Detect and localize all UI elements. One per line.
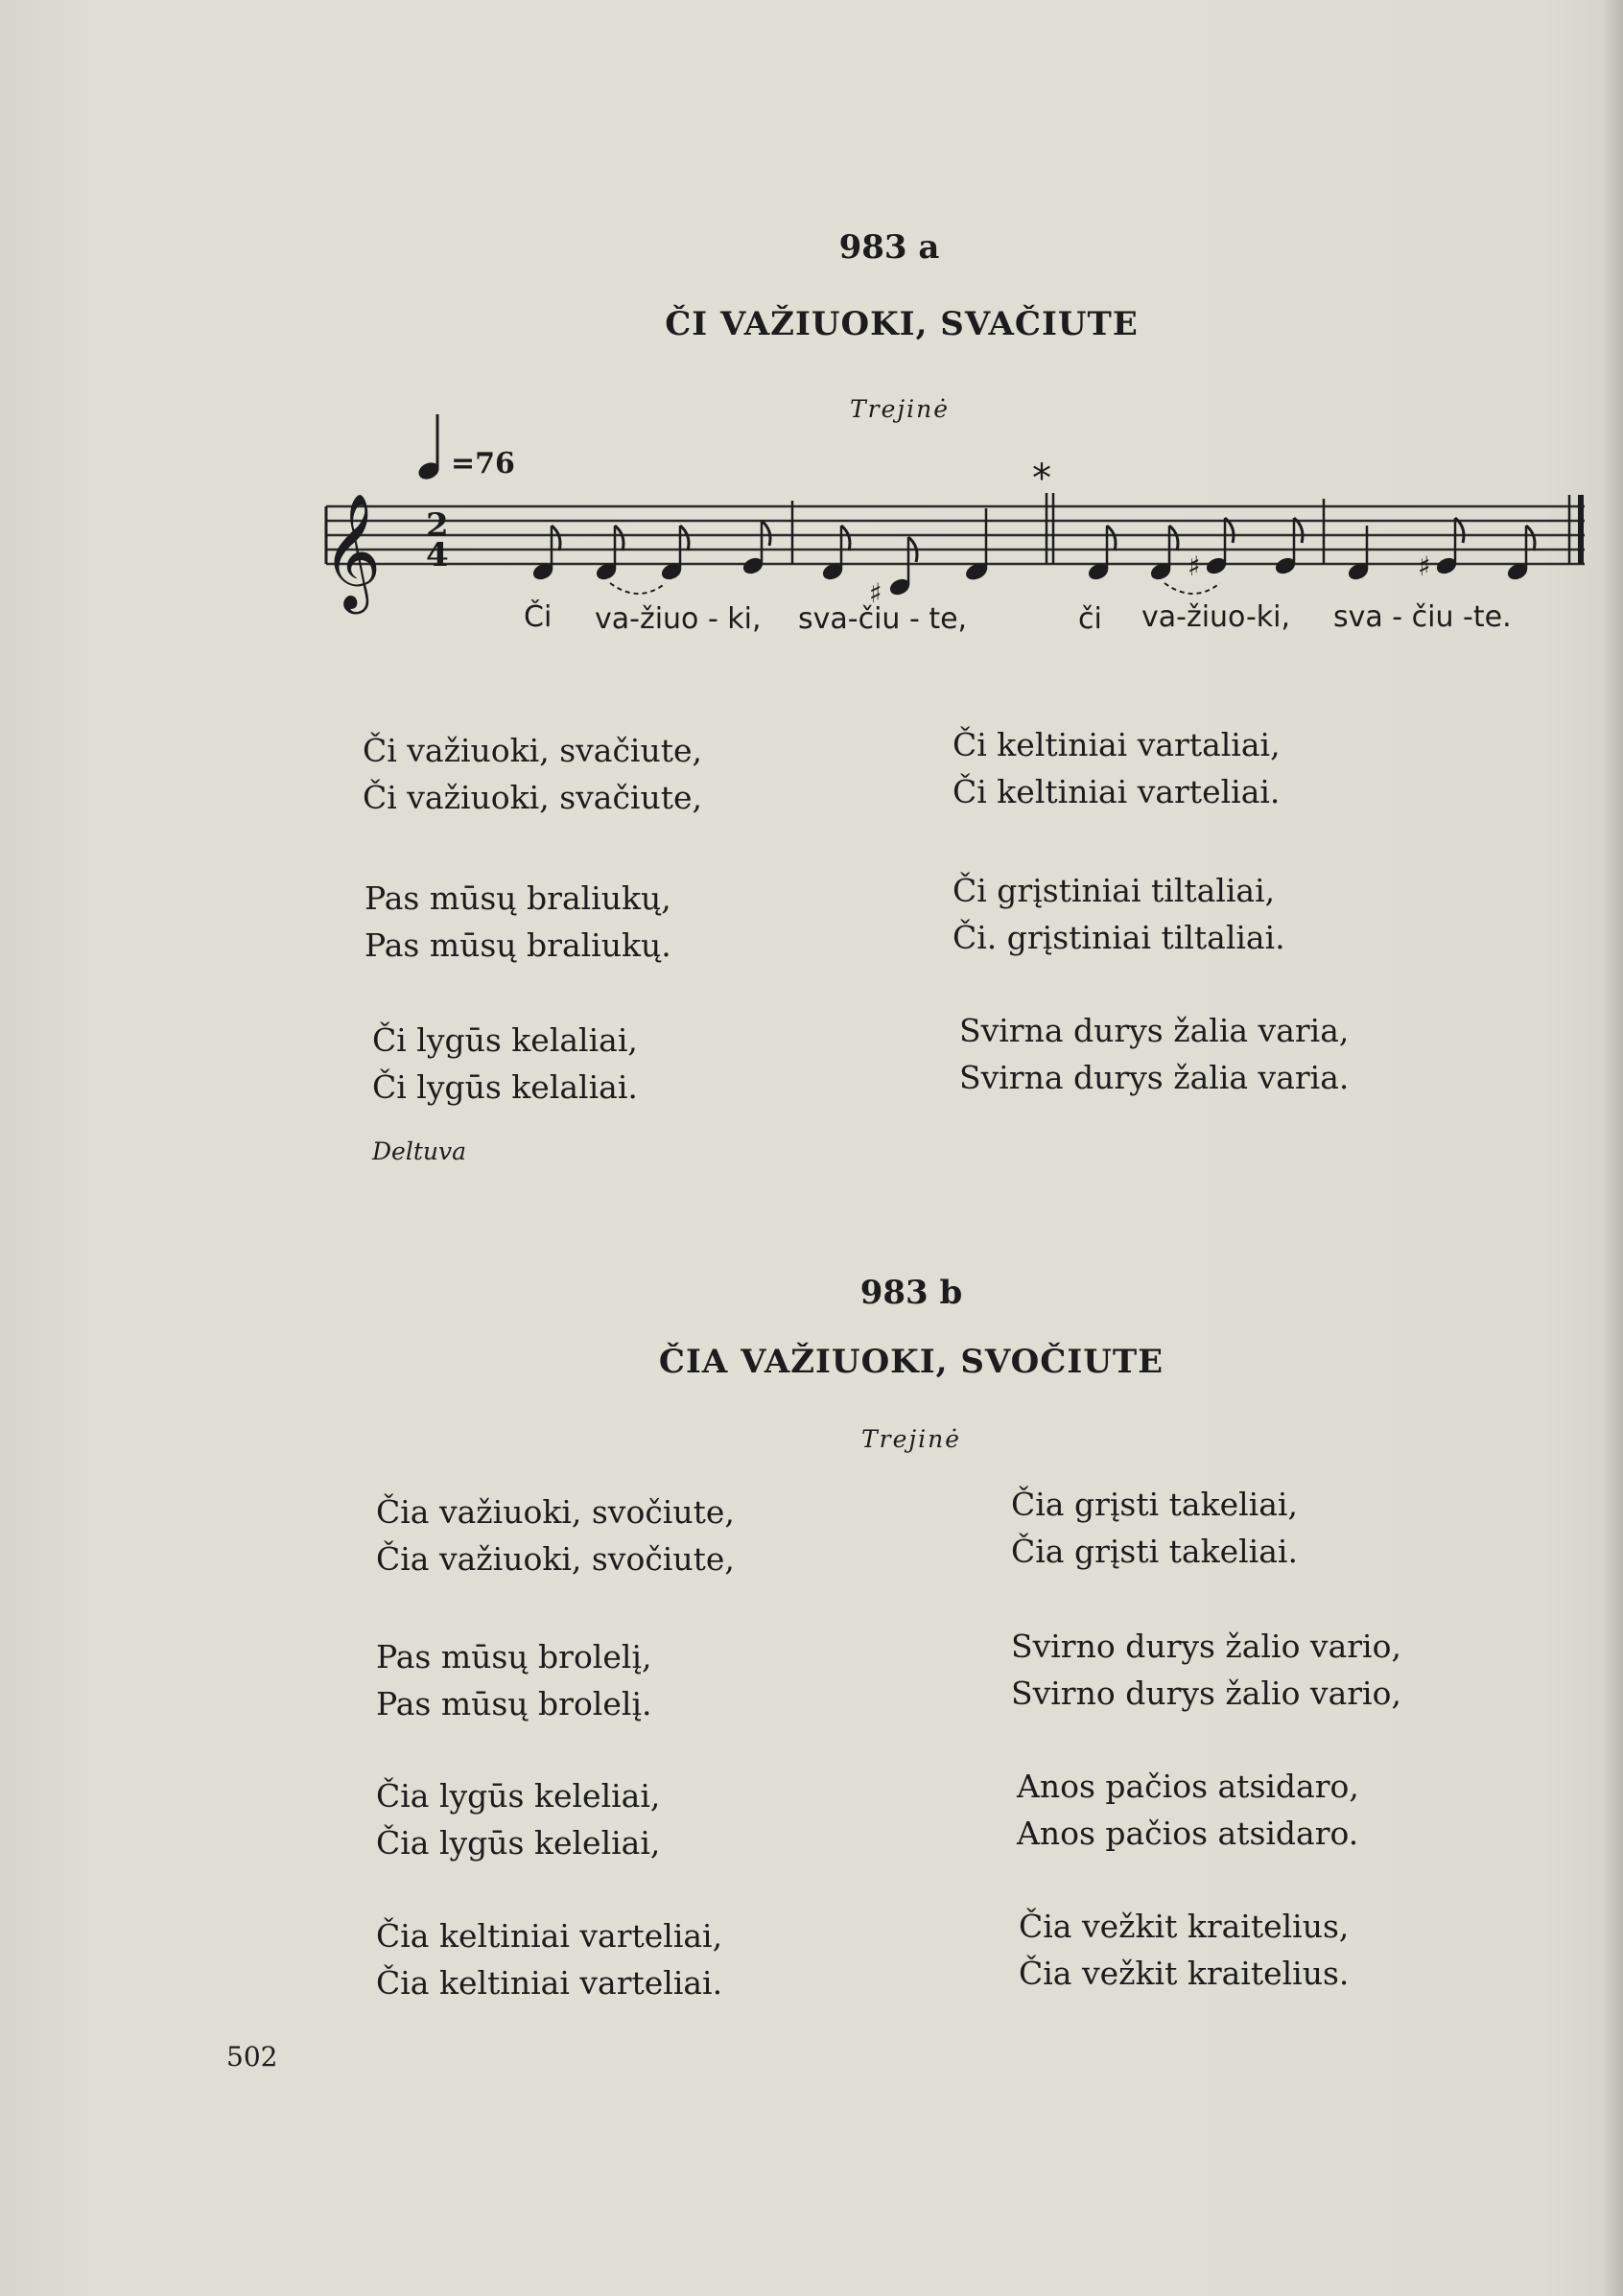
verse-line: Čia vežkit kraitelius, — [1019, 1908, 1350, 1945]
song-b-stanza-right-1 — [1011, 1481, 1298, 1575]
treble-clef-icon: 𝄞 — [322, 492, 382, 609]
song-a-stanza-right-3 — [959, 1007, 1349, 1101]
song-b-stanza-left-4 — [376, 1912, 722, 2006]
lyric-syllable: va-žiuo - ki, — [595, 602, 762, 636]
verse-line: Svirno durys žalio vario, — [1011, 1628, 1401, 1665]
verse-line: Pas mūsų braliukų, — [365, 879, 671, 917]
metronome-value: =76 — [451, 447, 515, 480]
svg-text:♯: ♯ — [1188, 551, 1201, 582]
verse-line: Či lygūs kelaliai, — [372, 1021, 638, 1059]
note-13-icon — [1435, 518, 1464, 576]
verse-line: Či grįstiniai tiltaliai, — [953, 872, 1276, 909]
verse-line: Či keltiniai vartaliai, — [953, 726, 1281, 763]
verse-line: Svirna durys žalia varia. — [959, 1059, 1350, 1096]
verse-line: Pas mūsų braliukų. — [365, 926, 671, 964]
note-7-icon — [964, 508, 989, 582]
song-a-place: Deltuva — [372, 1137, 467, 1165]
metronome-note-icon — [416, 414, 442, 482]
asterisk-mark: * — [1032, 457, 1051, 501]
lyric-syllable: Či — [524, 600, 553, 634]
lyric-syllable: sva-čiu - te, — [798, 602, 968, 636]
verse-line: Či keltiniai varteliai. — [953, 773, 1281, 810]
verse-line: Či važiuoki, svačiute, — [363, 732, 703, 769]
song-b-stanza-left-2 — [376, 1633, 652, 1727]
song-b-tempo-label: Trejinė — [861, 1425, 962, 1453]
lyric-syllable: va-žiuo-ki, — [1141, 600, 1291, 634]
song-a-title: ČI VAŽIUOKI, SVAČIUTE — [665, 305, 1139, 343]
verse-line: Čia važiuoki, svočiute, — [376, 1493, 735, 1531]
song-b-stanza-left-1 — [376, 1488, 735, 1582]
verse-line: Čia grįsti takeliai. — [1011, 1533, 1298, 1570]
verse-line: Pas mūsų brolelį, — [376, 1638, 652, 1675]
svg-text:♯: ♯ — [1418, 551, 1431, 582]
verse-line: Či lygūs kelaliai. — [372, 1068, 638, 1106]
verse-line: Anos pačios atsidaro. — [1017, 1815, 1359, 1852]
lyric-syllable: či — [1078, 602, 1102, 636]
song-b-stanza-left-3 — [376, 1772, 660, 1866]
song-a-tempo-label: Trejinė — [850, 395, 951, 423]
verse-line: Anos pačios atsidaro, — [1017, 1768, 1359, 1805]
song-b-stanza-right-3 — [1017, 1763, 1359, 1857]
verse-line: Či. grįstiniai tiltaliai. — [953, 919, 1285, 956]
song-a-stanza-left-1 — [363, 727, 702, 821]
note-6-icon — [888, 537, 917, 597]
verse-line: Čia keltiniai varteliai, — [376, 1917, 723, 1955]
verse-line: Či važiuoki, svačiute, — [363, 779, 703, 816]
verse-line: Svirno durys žalio vario, — [1011, 1675, 1401, 1712]
verse-line: Svirna durys žalia varia, — [959, 1012, 1350, 1049]
verse-line: Čia lygūs keleliai, — [376, 1777, 661, 1815]
song-b-stanza-right-2 — [1011, 1623, 1401, 1717]
time-signature-top: 2 — [426, 506, 449, 545]
notes-group — [531, 508, 1535, 609]
lyric-syllable: sva - čiu -te. — [1333, 600, 1512, 634]
time-signature-bottom: 4 — [426, 536, 449, 574]
song-a-number: 983 a — [838, 228, 940, 267]
song-b-stanza-right-4 — [1019, 1903, 1349, 1997]
song-a-stanza-right-1 — [953, 721, 1281, 815]
verse-line: Čia keltiniai varteliai. — [376, 1964, 723, 2002]
music-staff — [0, 0, 1623, 671]
note-11-icon — [1274, 518, 1303, 576]
verse-line: Čia grįsti takeliai, — [1011, 1486, 1298, 1523]
verse-line: Čia važiuoki, svočiute, — [376, 1540, 735, 1578]
song-a-stanza-left-2 — [365, 875, 671, 969]
page-number: 502 — [226, 2041, 278, 2073]
note-10-icon — [1205, 518, 1234, 576]
svg-text:♯: ♯ — [869, 577, 882, 609]
verse-line: Pas mūsų brolelį. — [376, 1685, 652, 1722]
verse-line: Čia lygūs keleliai, — [376, 1824, 661, 1862]
song-b-title: ČIA VAŽIUOKI, SVOČIUTE — [658, 1343, 1164, 1381]
verse-line: Čia vežkit kraitelius. — [1019, 1955, 1350, 1992]
song-a-stanza-left-3 — [372, 1017, 638, 1111]
song-a-stanza-right-2 — [953, 867, 1285, 961]
song-b-number: 983 b — [859, 1274, 963, 1312]
